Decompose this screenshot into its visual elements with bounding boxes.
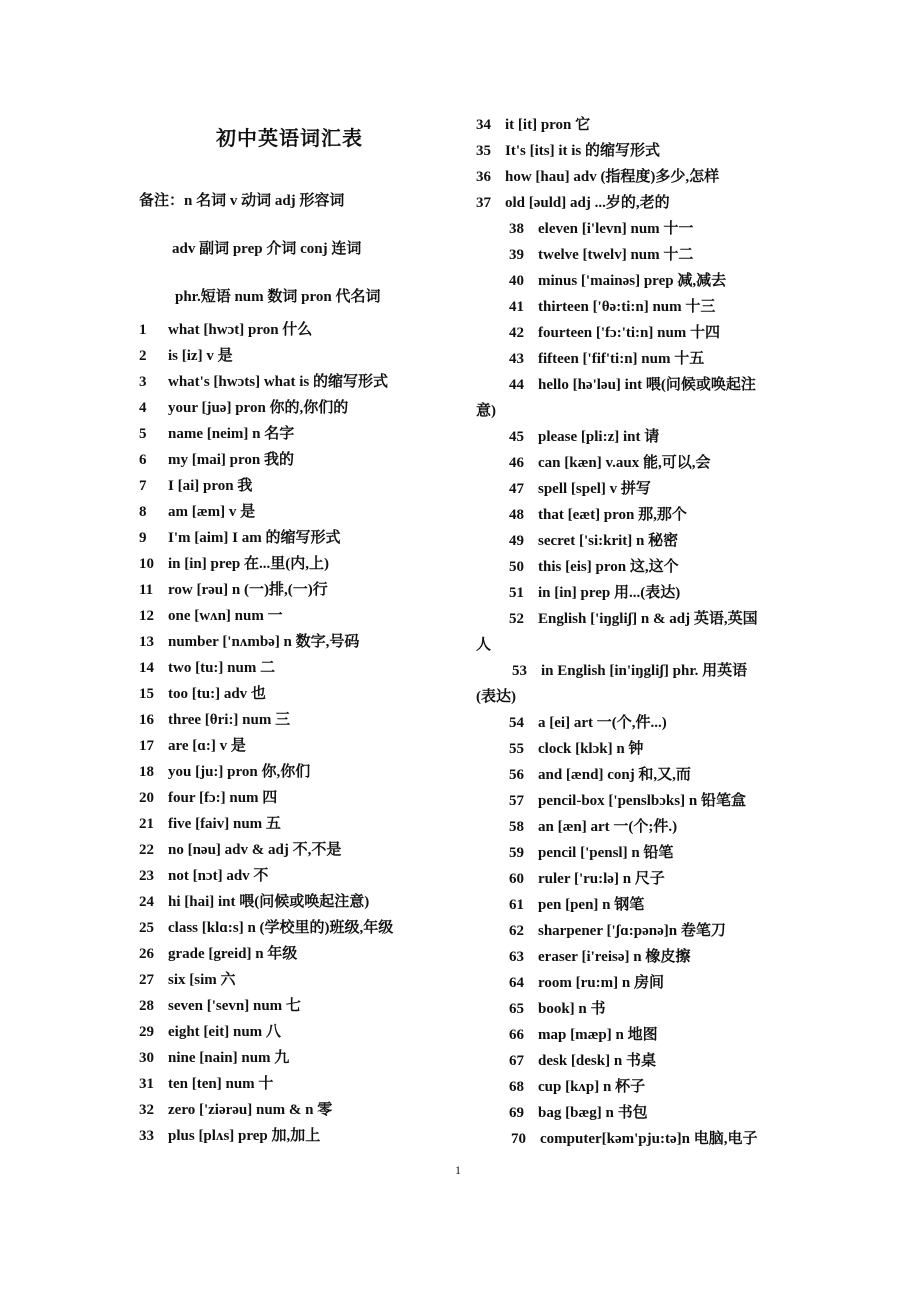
entry-text: in [in] prep 用...(表达) <box>538 585 681 601</box>
vocab-entry <box>139 551 329 577</box>
entry-number: 64 <box>509 975 524 991</box>
entry-number: 24 <box>139 894 154 910</box>
vocab-entry <box>509 450 711 476</box>
vocab-entry <box>139 863 268 889</box>
entry-number: 36 <box>476 169 491 185</box>
vocab-entry <box>139 811 281 837</box>
entry-number: 21 <box>139 816 154 832</box>
entry-text: clock [klɔk] n 钟 <box>538 741 644 757</box>
entry-text: please [pli:z] int 请 <box>538 429 660 445</box>
entry-text: an [æn] art 一(个;件.) <box>538 819 678 835</box>
vocab-entry <box>509 476 651 502</box>
vocab-entry <box>139 369 388 395</box>
entry-text: seven ['sevn] num 七 <box>168 998 301 1014</box>
vocab-entry <box>509 892 644 918</box>
entry-number: 33 <box>139 1128 154 1144</box>
entry-text: how [hau] adv (指程度)多少,怎样 <box>505 169 720 185</box>
entry-text: pencil-box ['penslbɔks] n 铅笔盒 <box>538 793 746 809</box>
vocab-entry <box>139 733 246 759</box>
vocab-entry <box>512 658 747 684</box>
entry-text: and [ænd] conj 和,又,而 <box>538 767 691 783</box>
entry-number: 37 <box>476 195 491 211</box>
entry-text: eraser [i'reisə] n 橡皮擦 <box>538 949 691 965</box>
entry-number: 16 <box>139 712 154 728</box>
entry-number: 61 <box>509 897 524 913</box>
entry-number: 45 <box>509 429 524 445</box>
entry-number: 20 <box>139 790 154 806</box>
vocab-entry <box>139 629 359 655</box>
vocab-entry <box>139 681 266 707</box>
entry-text: class [klɑ:s] n (学校里的)班级,年级 <box>168 920 394 936</box>
entry-text: name [neim] n 名字 <box>168 426 295 442</box>
vocab-entry <box>509 866 665 892</box>
entry-number: 46 <box>509 455 524 471</box>
entry-number: 66 <box>509 1027 524 1043</box>
legend-line-2: adv 副词 prep 介词 conj 连词 <box>172 241 362 257</box>
vocab-entry <box>139 447 294 473</box>
entry-number: 68 <box>509 1079 524 1095</box>
entry-number: 39 <box>509 247 524 263</box>
entry-number: 70 <box>511 1131 526 1147</box>
vocab-entry <box>509 1048 656 1074</box>
entry-text: in [in] prep 在...里(内,上) <box>168 556 329 572</box>
entry-text: pen [pen] n 钢笔 <box>538 897 645 913</box>
entry-number: 26 <box>139 946 154 962</box>
entry-number: 47 <box>509 481 524 497</box>
entry-number: 34 <box>476 117 491 133</box>
entry-text: hello [hə'ləu] int 喂(问候或唤起注 <box>538 377 756 393</box>
page-title: 初中英语词汇表 <box>216 126 363 150</box>
vocab-entry <box>509 1074 645 1100</box>
vocab-entry <box>476 190 670 216</box>
entry-text: six [sim 六 <box>168 972 236 988</box>
vocab-entry <box>509 918 726 944</box>
entry-number: 67 <box>509 1053 524 1069</box>
entry-number: 55 <box>509 741 524 757</box>
entry-number: 1 <box>139 322 147 338</box>
entry-number: 60 <box>509 871 524 887</box>
vocab-entry <box>509 788 746 814</box>
entry-number: 38 <box>509 221 524 237</box>
entry-number: 59 <box>509 845 524 861</box>
vocab-entry <box>139 967 236 993</box>
entry-number: 53 <box>512 663 527 679</box>
entry-number: 14 <box>139 660 154 676</box>
entry-text: three [θri:] num 三 <box>168 712 291 728</box>
entry-number: 69 <box>509 1105 524 1121</box>
vocab-entry <box>139 1097 332 1123</box>
entry-text: minus ['mainəs] prep 减,减去 <box>538 273 727 289</box>
vocab-entry <box>509 268 726 294</box>
entry-text: your [juə] pron 你的,你们的 <box>168 400 349 416</box>
vocab-entry <box>509 294 715 320</box>
entry-text: what's [hwɔts] what is 的缩写形式 <box>168 374 389 390</box>
entry-number: 51 <box>509 585 524 601</box>
vocab-entry <box>509 606 758 632</box>
vocab-entry <box>139 1123 320 1149</box>
entry-number: 8 <box>139 504 147 520</box>
entry-text: sharpener ['ʃɑ:pənə]n 卷笔刀 <box>538 923 726 939</box>
entry-number: 4 <box>139 400 147 416</box>
vocab-entry <box>509 346 704 372</box>
vocab-entry <box>139 655 275 681</box>
entry-text: a [ei] art 一(个,件...) <box>538 715 667 731</box>
entry-text: desk [desk] n 书桌 <box>538 1053 656 1069</box>
vocab-entry <box>509 736 643 762</box>
vocab-entry <box>509 710 667 736</box>
vocab-entry <box>509 528 678 554</box>
vocab-entry <box>139 1071 273 1097</box>
vocab-entry <box>139 577 328 603</box>
vocab-entry <box>509 996 606 1022</box>
entry-text: spell [spel] v 拼写 <box>538 481 651 497</box>
entry-text: grade [greid] n 年级 <box>168 946 298 962</box>
entry-number: 9 <box>139 530 147 546</box>
entry-number: 52 <box>509 611 524 627</box>
entry-text: not [nɔt] adv 不 <box>168 868 269 884</box>
entry-number: 5 <box>139 426 147 442</box>
entry-number: 44 <box>509 377 524 393</box>
vocab-entry <box>139 525 341 551</box>
entry-number: 42 <box>509 325 524 341</box>
vocab-entry <box>509 1022 658 1048</box>
page-number: 1 <box>455 1163 461 1177</box>
entry-text: secret ['si:krit] n 秘密 <box>538 533 679 549</box>
entry-number: 62 <box>509 923 524 939</box>
vocab-entry <box>139 473 252 499</box>
entry-text: one [wʌn] num 一 <box>168 608 283 624</box>
entry-text: thirteen ['θə:ti:n] num 十三 <box>538 299 716 315</box>
entry-continuation: 人 <box>476 637 492 653</box>
entry-text: are [ɑ:] v 是 <box>168 738 246 754</box>
entry-number: 57 <box>509 793 524 809</box>
entry-text: this [eis] pron 这,这个 <box>538 559 679 575</box>
entry-text: can [kæn] v.aux 能,可以,会 <box>538 455 711 471</box>
vocab-entry <box>139 993 301 1019</box>
entry-text: cup [kʌp] n 杯子 <box>538 1079 646 1095</box>
entry-number: 6 <box>139 452 147 468</box>
entry-text: no [nəu] adv & adj 不,不是 <box>168 842 342 858</box>
vocab-entry <box>139 915 393 941</box>
entry-number: 7 <box>139 478 147 494</box>
entry-number: 3 <box>139 374 147 390</box>
entry-text: map [mæp] n 地图 <box>538 1027 658 1043</box>
entry-continuation: (表达) <box>476 689 516 705</box>
entry-text: eleven [i'levn] num 十一 <box>538 221 694 237</box>
legend-line-3: phr.短语 num 数词 pron 代名词 <box>175 289 381 305</box>
entry-number: 10 <box>139 556 154 572</box>
entry-number: 22 <box>139 842 154 858</box>
entry-number: 50 <box>509 559 524 575</box>
entry-text: you [ju:] pron 你,你们 <box>168 764 311 780</box>
entry-number: 56 <box>509 767 524 783</box>
entry-number: 63 <box>509 949 524 965</box>
vocab-entry <box>139 889 369 915</box>
entry-text: plus [plʌs] prep 加,加上 <box>168 1128 321 1144</box>
vocab-entry <box>139 343 233 369</box>
entry-text: five [faiv] num 五 <box>168 816 281 832</box>
vocab-entry <box>476 112 590 138</box>
entry-number: 58 <box>509 819 524 835</box>
vocab-entry <box>509 840 673 866</box>
vocab-entry <box>509 242 693 268</box>
vocab-entry <box>509 502 687 528</box>
vocab-entry <box>476 164 719 190</box>
entry-number: 30 <box>139 1050 154 1066</box>
vocab-entry <box>139 317 312 343</box>
entry-number: 13 <box>139 634 154 650</box>
entry-number: 32 <box>139 1102 154 1118</box>
vocab-entry <box>509 814 677 840</box>
entry-text: too [tu:] adv 也 <box>168 686 266 702</box>
vocab-entry <box>509 372 756 398</box>
entry-number: 2 <box>139 348 147 364</box>
entry-text: fifteen ['fif'ti:n] num 十五 <box>538 351 705 367</box>
entry-text: in English [in'iŋgliʃ] phr. 用英语 <box>541 663 748 679</box>
entry-text: room [ru:m] n 房间 <box>538 975 664 991</box>
entry-number: 31 <box>139 1076 154 1092</box>
entry-text: row [rəu] n (一)排,(一)行 <box>168 582 328 598</box>
vocab-entry <box>509 424 659 450</box>
entry-number: 41 <box>509 299 524 315</box>
vocab-entry <box>509 762 691 788</box>
entry-text: I'm [aim] I am 的缩写形式 <box>168 530 341 546</box>
vocab-entry <box>139 759 310 785</box>
entry-text: nine [nain] num 九 <box>168 1050 290 1066</box>
entry-number: 17 <box>139 738 154 754</box>
vocab-entry <box>139 941 297 967</box>
entry-text: it [it] pron 它 <box>505 117 591 133</box>
entry-number: 40 <box>509 273 524 289</box>
entry-text: two [tu:] num 二 <box>168 660 276 676</box>
vocab-entry <box>476 138 660 164</box>
entry-number: 48 <box>509 507 524 523</box>
entry-text: fourteen ['fɔ:'ti:n] num 十四 <box>538 325 721 341</box>
entry-number: 65 <box>509 1001 524 1017</box>
vocab-entry <box>509 320 720 346</box>
entry-text: my [mai] pron 我的 <box>168 452 294 468</box>
entry-text: eight [eit] num 八 <box>168 1024 281 1040</box>
vocab-entry <box>509 1100 648 1126</box>
vocab-entry <box>509 580 680 606</box>
vocab-entry <box>139 603 283 629</box>
vocab-entry <box>509 944 690 970</box>
entry-text: I [ai] pron 我 <box>168 478 253 494</box>
legend-line-1: 备注：n 名词 v 动词 adj 形容词 <box>139 193 345 209</box>
vocab-entry <box>139 785 277 811</box>
entry-text: ten [ten] num 十 <box>168 1076 274 1092</box>
vocab-entry <box>139 395 348 421</box>
entry-text: number ['nʌmbə] n 数字,号码 <box>168 634 360 650</box>
entry-text: four [fɔ:] num 四 <box>168 790 278 806</box>
entry-text: hi [hai] int 喂(问候或唤起注意) <box>168 894 370 910</box>
entry-text: It's [its] it is 的缩写形式 <box>505 143 660 159</box>
entry-number: 27 <box>139 972 154 988</box>
vocab-entry <box>139 1045 289 1071</box>
vocab-entry <box>139 1019 281 1045</box>
entry-number: 15 <box>139 686 154 702</box>
entry-text: twelve [twelv] num 十二 <box>538 247 694 263</box>
entry-text: pencil ['pensl] n 铅笔 <box>538 845 674 861</box>
vocab-entry <box>511 1126 757 1152</box>
entry-number: 25 <box>139 920 154 936</box>
vocab-entry <box>509 970 664 996</box>
entry-text: computer[kəm'pju:tə]n 电脑,电子 <box>540 1131 758 1147</box>
vocab-entry <box>509 554 679 580</box>
entry-number: 23 <box>139 868 154 884</box>
entry-number: 35 <box>476 143 491 159</box>
entry-number: 29 <box>139 1024 154 1040</box>
vocab-entry <box>139 421 294 447</box>
entry-text: old [əuld] adj ...岁的,老的 <box>505 195 670 211</box>
entry-number: 18 <box>139 764 154 780</box>
entry-number: 49 <box>509 533 524 549</box>
entry-number: 28 <box>139 998 154 1014</box>
entry-number: 11 <box>139 582 154 598</box>
entry-text: is [iz] v 是 <box>168 348 233 364</box>
entry-text: book] n 书 <box>538 1001 606 1017</box>
entry-text: ruler ['ru:lə] n 尺子 <box>538 871 665 887</box>
entry-continuation: 意) <box>476 403 496 419</box>
entry-number: 12 <box>139 608 154 624</box>
entry-text: English ['iŋgliʃ] n & adj 英语,英国 <box>538 611 758 627</box>
entry-text: that [eæt] pron 那,那个 <box>538 507 687 523</box>
vocab-entry <box>139 837 341 863</box>
entry-text: am [æm] v 是 <box>168 504 256 520</box>
entry-text: zero ['ziərəu] num & n 零 <box>168 1102 333 1118</box>
entry-text: bag [bæg] n 书包 <box>538 1105 648 1121</box>
vocab-entry <box>139 499 255 525</box>
vocab-entry <box>139 707 290 733</box>
entry-number: 43 <box>509 351 524 367</box>
entry-text: what [hwɔt] pron 什么 <box>168 322 313 338</box>
entry-number: 54 <box>509 715 524 731</box>
vocab-entry <box>509 216 693 242</box>
